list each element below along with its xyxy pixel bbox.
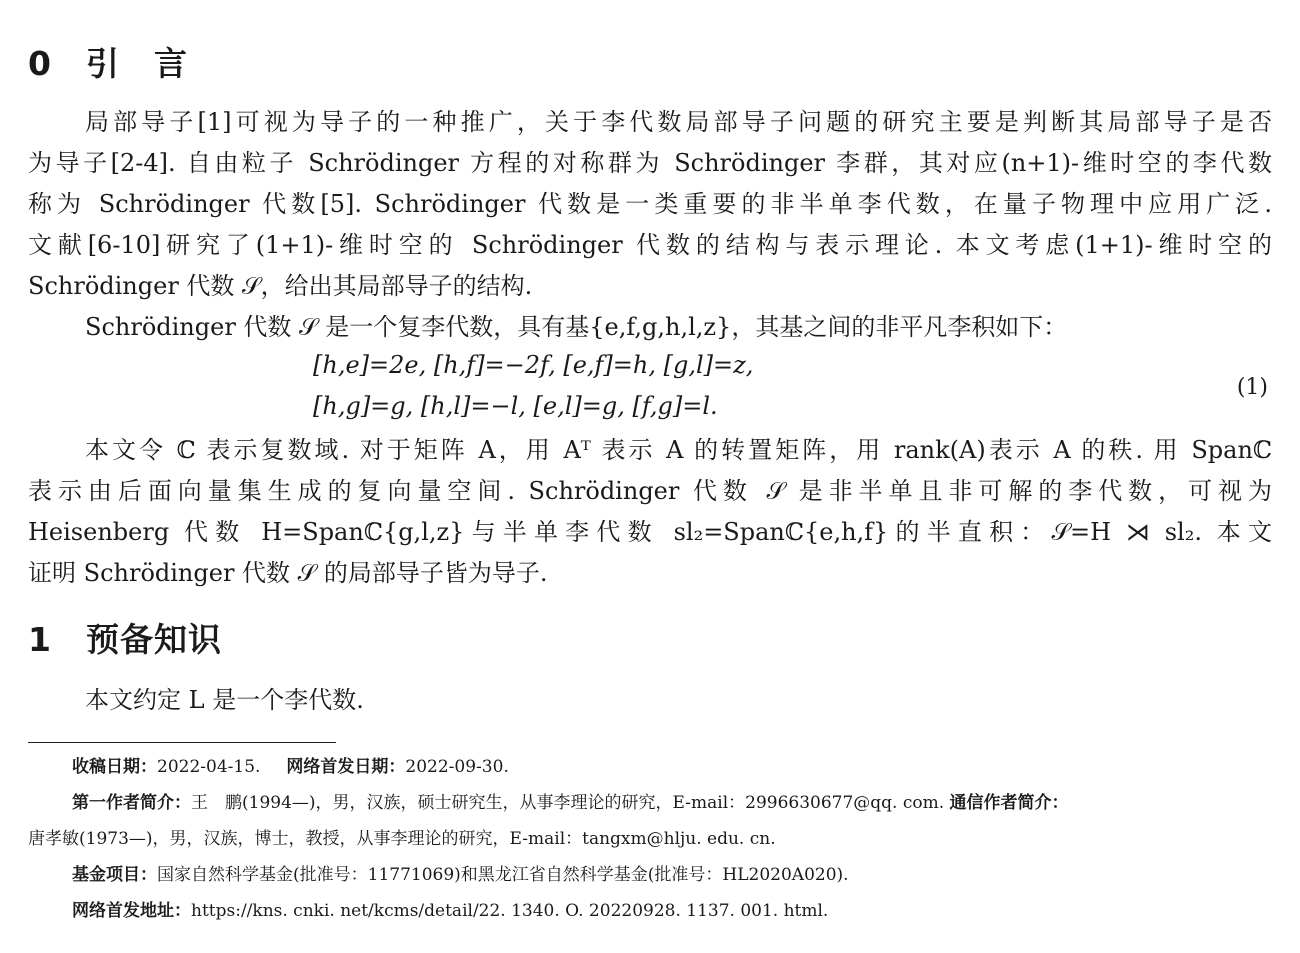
online-date-value: 2022-09-30. xyxy=(405,757,509,777)
intro-paragraph-3 xyxy=(28,430,1272,594)
online-address-link[interactable]: https://kns. cnki. net/kcms/detail/22. 1340. O. 20220928. 1137. 001. html. xyxy=(191,901,829,921)
prelim-paragraph xyxy=(28,680,1272,721)
corresponding-author-label: 通信作者简介： xyxy=(949,793,1069,813)
equation-line-1: [h,e]=2e, [h,f]=−2f, [e,f]=h, [g,l]=z, xyxy=(313,351,754,379)
footnote-url xyxy=(28,893,1272,929)
fund-label: 基金项目： xyxy=(72,865,157,885)
text-line: Heisenberg 代数 H=Spanℂ{g,l,z}与半单李代数 sl₂=Spanℂ{e,h,f}的半直积：𝒮=H ⋊ sl₂. 本文 xyxy=(28,518,1272,546)
received-date-value: 2022-04-15. xyxy=(157,757,261,777)
corresponding-author-value: 唐孝敏(1973—)，男，汉族，博士，教授，从事李理论的研究，E-mail：tangxm@hlju. edu. cn. xyxy=(28,829,776,849)
online-address-label: 网络首发地址： xyxy=(72,901,191,921)
text-line: 表示由后面向量集生成的复向量空间. Schrödinger 代数 𝒮 是非半单且非可解的李代数，可视为 xyxy=(28,477,1272,505)
text-line: 称为 Schrödinger 代数[5]. Schrödinger 代数是一类重要的非半单李代数，在量子物理中应用广泛. xyxy=(28,190,1272,218)
footnote-fund xyxy=(28,857,1272,893)
footnote-corresponding-author xyxy=(28,821,1272,857)
text-line: Schrödinger 代数 𝒮 是一个复李代数，具有基{e,f,g,h,l,z}，其基之间的非平凡李积如下： xyxy=(85,313,1068,341)
online-date-label: 网络首发日期： xyxy=(286,757,406,777)
section-number: 0 xyxy=(28,44,52,83)
footnote-first-author xyxy=(28,785,1272,821)
first-author-value: 王 鹏(1994—)，男，汉族，硕士研究生，从事李理论的研究，E-mail：2996630677@qq. com. xyxy=(191,793,945,813)
section-0-heading xyxy=(28,38,188,85)
text-line: 本文令 ℂ 表示复数域. 对于矩阵 A，用 Aᵀ 表示 A 的转置矩阵，用 rank(A)表示 A 的秩. 用 Spanℂ xyxy=(85,436,1272,464)
text-line: 证明 Schrödinger 代数 𝒮 的局部导子皆为导子. xyxy=(28,559,548,587)
footnote-rule xyxy=(28,742,336,743)
section-number: 1 xyxy=(28,620,52,659)
text-line: 本文约定 L 是一个李代数. xyxy=(85,686,364,714)
first-author-label: 第一作者简介： xyxy=(72,793,191,813)
equation-line-2: [h,g]=g, [h,l]=−l, [e,l]=g, [f,g]=l. xyxy=(313,392,718,420)
section-title: 引 言 xyxy=(86,44,188,83)
intro-paragraph-1 xyxy=(28,102,1272,307)
footnote-dates xyxy=(28,749,1272,785)
received-date-label: 收稿日期： xyxy=(72,757,157,777)
text-line: 为导子[2-4]. 自由粒子 Schrödinger 方程的对称群为 Schrödinger 李群，其对应(n+1)-维时空的李代数 xyxy=(28,149,1272,177)
intro-paragraph-2 xyxy=(28,307,1272,348)
section-title: 预备知识 xyxy=(86,620,222,659)
section-1-heading xyxy=(28,614,222,661)
fund-value: 国家自然科学基金(批准号：11771069)和黑龙江省自然科学基金(批准号：HL2020A020). xyxy=(157,865,849,885)
equation-number: (1) xyxy=(1236,375,1268,400)
text-line: 局部导子[1]可视为导子的一种推广，关于李代数局部导子问题的研究主要是判断其局部导子是否 xyxy=(85,108,1272,136)
text-line: Schrödinger 代数 𝒮，给出其局部导子的结构. xyxy=(28,272,533,300)
text-line: 文献[6-10]研究了(1+1)-维时空的 Schrödinger 代数的结构与表示理论. 本文考虑(1+1)-维时空的 xyxy=(28,231,1272,259)
